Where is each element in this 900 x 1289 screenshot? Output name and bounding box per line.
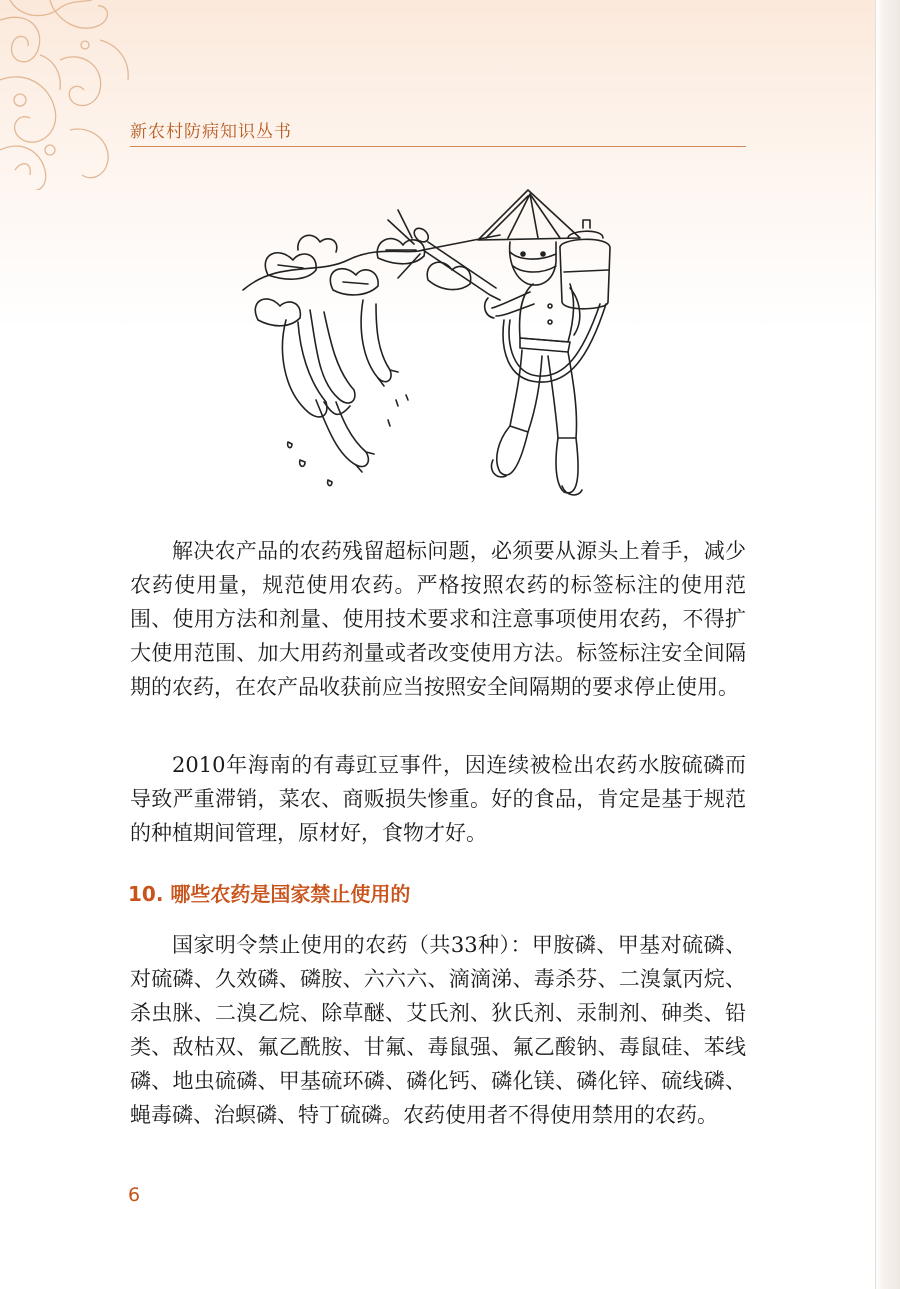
book-spine-edge <box>875 0 900 1289</box>
body-paragraph-2 <box>130 748 746 850</box>
section-heading: 10. 哪些农药是国家禁止使用的 <box>128 882 411 906</box>
paragraph-text-1: 解决农产品的农药残留超标问题，必须要从源头上着手，减少农药使用量，规范使用农药。严格按照农药的标签标注的使用范围、使用方法和剂量、使用技术要求和注意事项使用农药，不得扩大使用范围、加大用药剂量或者改变使用方法。标签标注安全间隔期的农药，在农产品收获前应当按照安全间隔期的要求停止使用。 <box>130 539 746 699</box>
paragraph-text-2: 2010年海南的有毒豇豆事件，因连续被检出农药水胺硫磷而导致严重滞销，菜农、商贩损失惨重。好的食品，肯定是基于规范的种植期间管理，原材好，食物才好。 <box>130 753 746 845</box>
header-rule <box>130 146 746 147</box>
section-paragraph <box>130 928 746 1132</box>
body-paragraph-1 <box>130 534 746 704</box>
running-head-title: 新农村防病知识丛书 <box>130 122 292 142</box>
paragraph-text-3: 国家明令禁止使用的农药（共33种）：甲胺磷、甲基对硫磷、对硫磷、久效磷、磷胺、六六六、滴滴涕、毒杀芬、二溴氯丙烷、杀虫脒、二溴乙烷、除草醚、艾氏剂、狄氏剂、汞制剂、砷类、铅类、敌枯双、氟乙酰胺、甘氟、毒鼠强、氟乙酸钠、毒鼠硅、苯线磷、地虫硫磷、甲基硫环磷、磷化钙、磷化镁、磷化锌、硫线磷、蝇毒磷、治螟磷、特丁硫磷。农药使用者不得使用禁用的农药。 <box>130 933 746 1127</box>
page-number: 6 <box>128 1184 141 1206</box>
floral-ornament-icon <box>0 0 140 190</box>
farmer-spraying-pesticide-illustration <box>238 180 658 510</box>
